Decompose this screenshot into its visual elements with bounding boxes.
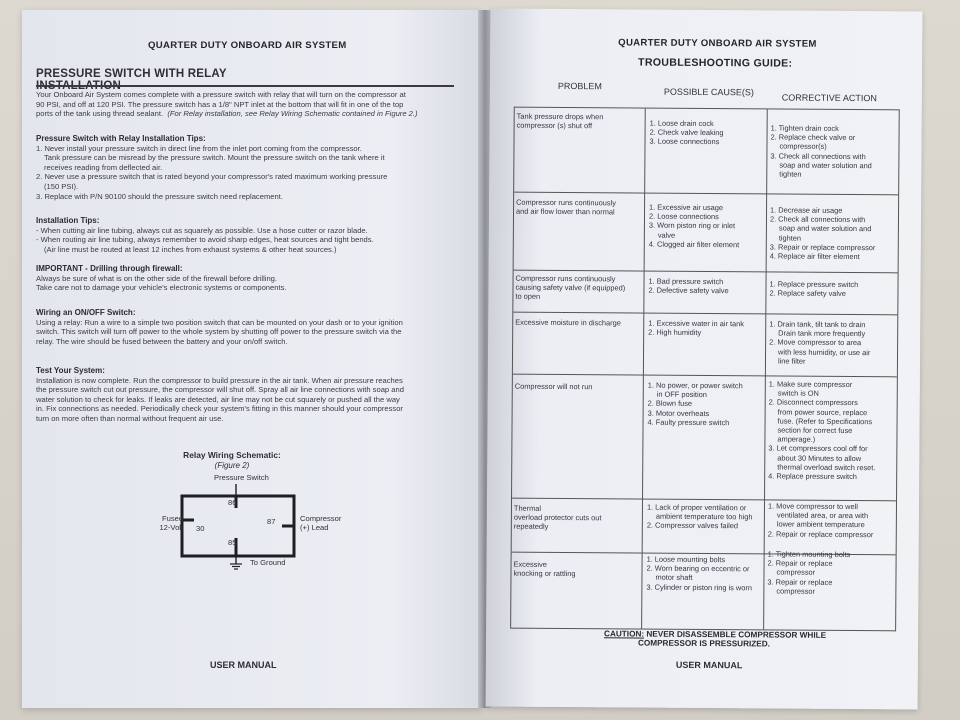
cell-line: Compressor will not run [514, 381, 593, 392]
row7-actions [767, 549, 850, 596]
test-line: in. Fix connections as needed. Periodically check your system's fitting in this manner should your compressor [36, 404, 403, 414]
intro-line: ports of the tank using thread sealant. [36, 109, 164, 119]
caution-line: COMPRESSOR IS PRESSURIZED. [637, 638, 770, 649]
row3-problem [515, 274, 625, 302]
cell-line: 2. Defective safety valve [648, 285, 729, 296]
install-line: - When routing air line tubing, always remember to avoid sharp edges, heat sources and tight bends. [36, 235, 374, 245]
cell-line: 1. Lack of proper ventilation or [646, 502, 747, 513]
cell-line: 3. Check all connections with [770, 151, 866, 161]
cell-line: 1. Excessive air usage [649, 202, 724, 213]
install-line: - When cutting air line tubing, always cut as squarely as possible. Use a hose cutter or razor blade. [36, 225, 368, 235]
cell-line: 3. Repair or replace compressor [769, 242, 876, 253]
cell-line: 3. Cylinder or piston ring is worn [646, 582, 753, 592]
cell-line: with less humidity, or use air [778, 347, 871, 357]
caution-label: CAUTION: [604, 629, 645, 639]
right-page-header: QUARTER DUTY ONBOARD AIR SYSTEM [618, 37, 817, 50]
tips-heading: Pressure Switch with Relay Installation Tips: [36, 134, 206, 143]
cell-line: 2. Worn bearing on eccentric or [646, 563, 750, 574]
important-heading: IMPORTANT - Drilling through firewall: [36, 264, 183, 273]
cell-line: Tank pressure drops when [516, 111, 604, 122]
cell-line: 3. Loose connections [649, 137, 720, 147]
fused-line: Fused [162, 514, 184, 523]
cell-line: line filter [777, 356, 806, 366]
wiring-heading: Wiring an ON/OFF Switch: [36, 308, 136, 317]
test-system-section [36, 366, 456, 424]
pressure-switch-tips [36, 134, 456, 201]
wiring-line: relay. The wire should be fused between the battery and your on/off switch. [36, 336, 288, 346]
cell-line: 1. Loose drain cock [649, 118, 714, 129]
cell-line: soap and water solution and [779, 160, 872, 170]
cell-line: valve [657, 230, 676, 240]
cell-line: 2. Loose connections [648, 211, 719, 222]
cell-line: 1. Decrease air usage [770, 205, 843, 215]
test-heading: Test Your System: [36, 366, 105, 375]
cell-line: 2. Compressor valves failed [646, 521, 739, 531]
cell-line: compressor (s) shut off [516, 120, 593, 131]
cell-line: 1. Tighten mounting bolts [767, 549, 851, 560]
cell-line: 2. Replace safety valve [769, 288, 846, 299]
cell-line: ventilated area, or area with [776, 510, 869, 521]
pin87-label: 87 [267, 517, 276, 526]
pin86-label: 86 [228, 498, 237, 507]
cell-line: repeatedly [513, 522, 549, 532]
left-page-header: QUARTER DUTY ONBOARD AIR SYSTEM [148, 40, 347, 51]
cell-line: 2. Replace check valve or [770, 132, 856, 143]
col-divider [641, 109, 646, 629]
schematic-subtitle: (Figure 2) [214, 461, 250, 470]
cell-line: tighten [779, 169, 802, 179]
cell-line: overload protector cuts out [513, 512, 602, 523]
row-divider [512, 498, 896, 502]
cell-line: amperage.) [777, 434, 816, 444]
test-line: water solution to check for leaks. If leaks are detected, air line may not be cut squarely or pushed all the way [36, 394, 400, 404]
cell-line: compressor(s) [779, 141, 827, 152]
cell-line: Excessive moisture in discharge [515, 317, 621, 328]
cell-line: 2. Repair or replace compressor [767, 529, 874, 539]
col-header-problem: PROBLEM [557, 80, 602, 92]
cell-line: 3. Motor overheats [647, 408, 710, 418]
test-line: turn on more often than normal without frequent air use. [36, 413, 224, 423]
pressure-switch-label: Pressure Switch [214, 473, 269, 482]
row5-problem [515, 382, 593, 392]
tip-line: receives reading from deflected air. [44, 162, 163, 172]
right-page [486, 9, 923, 710]
cell-line: 4. Clogged air filter element [648, 239, 740, 250]
cell-line: Drain tank more frequently [778, 328, 866, 339]
volt-line: 12-Volt [159, 523, 184, 532]
cell-line: 2. Repair or replace [767, 558, 833, 569]
test-line: the pressure switch cut out pressure, the compressor will shut off. Spray all air line connections with soap and [36, 385, 404, 395]
row-divider [514, 270, 898, 274]
wiring-line: switch. This switch will turn off power to the whole system by shutting off power to the pressure switch via the [36, 327, 402, 337]
row7-causes [646, 555, 752, 593]
cell-line: 4. Replace pressure switch [768, 471, 857, 482]
tip-line: 1. Never install your pressure switch in direct line from the inlet port coming from the compressor. [36, 143, 362, 153]
cell-line: Compressor runs continuously [515, 273, 616, 284]
install-line: (Air line must be routed at least 12 inches from exhaust systems & other heat sources.) [44, 244, 337, 254]
row1-actions [770, 123, 872, 179]
col-header-causes: POSSIBLE CAUSE(S) [663, 86, 754, 98]
row6-causes [647, 503, 753, 531]
row1-causes [649, 119, 723, 147]
wiring-switch-section [36, 308, 456, 346]
cell-line: 4. Faulty pressure switch [647, 417, 730, 427]
firewall-warning [36, 264, 456, 293]
cell-line: 1. Loose mounting bolts [646, 554, 726, 565]
cell-line: ambient temperature too high [655, 511, 753, 522]
cell-line: 4. Replace air filter element [769, 251, 860, 262]
cell-line: causing safety valve (if equipped) [515, 282, 626, 293]
cell-line: Compressor runs continuously [516, 197, 616, 208]
title-rule [36, 85, 454, 87]
cell-line: motor shaft [655, 573, 693, 583]
cell-line: switch is ON [777, 388, 819, 399]
cell-line: 3. Repair or replace [767, 577, 833, 587]
cell-line: 1. Make sure compressor [768, 379, 853, 390]
cell-line: fuse. (Refer to Specifications [777, 416, 873, 426]
cell-line: 2. Check all connections with [769, 214, 866, 225]
row7-problem [513, 560, 575, 579]
row3-causes [648, 277, 728, 296]
cell-line: compressor [776, 586, 816, 596]
cell-line: knocking or rattling [513, 568, 576, 579]
cell-line: 1. Move compressor to well [767, 501, 858, 512]
left-page [22, 10, 482, 708]
tip-line: (150 PSI). [44, 181, 79, 191]
row3-actions [769, 279, 858, 298]
row-divider [514, 192, 898, 196]
cell-line: about 30 Minutes to allow [777, 453, 862, 463]
installation-tips [36, 216, 456, 254]
cell-line: section for correct fuse [777, 425, 853, 436]
intro-paragraph [36, 90, 456, 119]
cell-line: 1. Bad pressure switch [648, 276, 724, 287]
relay-wiring-schematic [132, 472, 372, 582]
cell-line: 3. Let compressors cool off for [768, 443, 868, 454]
caution-note [604, 629, 826, 649]
cell-line: in OFF position [656, 389, 707, 400]
row2-causes [649, 203, 740, 250]
wiring-line: Using a relay: Run a wire to a simple two position switch that can be mounted on your dash or to your ignition [36, 317, 403, 327]
lead-line: (+) Lead [300, 523, 329, 532]
cell-line: Thermal [513, 503, 542, 513]
intro-line: Your Onboard Air System comes complete with a pressure switch with relay that will turn on the compressor at [36, 90, 406, 99]
intro-figure-note: (For Relay installation, see Relay Wiring Schematic contained in Figure 2.) [167, 109, 418, 119]
cell-line: 1. Excessive water in air tank [648, 318, 744, 329]
important-line: Always be sure of what is on the other side of the firewall before drilling. [36, 273, 278, 283]
col-header-action: CORRECTIVE ACTION [781, 92, 877, 104]
compressor-line: Compressor [300, 514, 342, 523]
row4-actions [769, 319, 871, 366]
cell-line: to open [515, 292, 541, 302]
test-line: Installation is now complete. Run the compressor to build pressure in the air tank. When air pressure reaches [36, 375, 403, 385]
caution-line: NEVER DISASSEMBLE COMPRESSOR WHILE [646, 629, 827, 640]
cell-line: 1. Replace pressure switch [769, 279, 859, 290]
row2-problem [516, 198, 616, 217]
fused-12v-label [154, 514, 183, 532]
row6-problem [514, 504, 602, 532]
tip-line: Tank pressure can be misread by the pressure switch. Mount the pressure switch on the tank where it [44, 153, 385, 163]
tip-line: 3. Replace with P/N 90100 should the pressure switch need replacement. [36, 191, 283, 201]
cell-line: from power source, replace [777, 407, 868, 417]
cell-line: 1. Tighten drain cock [770, 123, 839, 133]
troubleshooting-title: TROUBLESHOOTING GUIDE: [638, 56, 793, 70]
tip-line: 2. Never use a pressure switch that is rated beyond your compressor's rated maximum working pressure [36, 172, 388, 182]
compressor-lead-label [300, 514, 341, 532]
cell-line: 2. Check valve leaking [649, 127, 724, 138]
troubleshooting-table [510, 107, 900, 632]
cell-line: 1. No power, or power switch [647, 380, 743, 391]
cell-line: compressor [776, 567, 816, 578]
cell-line: soap and water solution and [778, 223, 872, 234]
install-heading: Installation Tips: [36, 216, 100, 225]
left-footer: USER MANUAL [210, 660, 277, 670]
intro-line: 90 PSI, and off at 120 PSI. The pressure switch has a 1/8" NPT inlet at the bottom that will fit in one of the top [36, 99, 404, 109]
cell-line: 2. Blown fuse [647, 399, 693, 409]
ground-label: To Ground [250, 558, 286, 567]
cell-line: 3. Worn piston ring or inlet [648, 221, 736, 231]
cell-line: 2. Move compressor to area [769, 337, 862, 348]
cell-line: thermal overload switch reset. [777, 462, 876, 473]
right-footer: USER MANUAL [675, 659, 743, 671]
row1-problem [517, 112, 604, 131]
section-title: PRESSURE SWITCH WITH RELAY [36, 68, 227, 80]
pin85-label: 85 [228, 538, 237, 547]
cell-line: 2. Disconnect compressors [768, 397, 858, 408]
schematic-title: Relay Wiring Schematic: [183, 450, 281, 460]
row4-causes [648, 319, 744, 338]
cell-line: Excessive [513, 559, 547, 569]
cell-line: lower ambient temperature [776, 519, 865, 530]
row-divider [513, 374, 897, 378]
important-line: Take care not to damage your vehicle's electronic systems or components. [36, 283, 287, 293]
pin30-label: 30 [196, 524, 205, 533]
cell-line: 1. Drain tank, tilt tank to drain [769, 319, 866, 330]
row5-actions [768, 379, 876, 481]
cell-line: and air flow lower than normal [515, 206, 615, 217]
row4-problem [515, 318, 621, 328]
cell-line: tighten [778, 233, 802, 243]
row6-actions [768, 501, 874, 539]
cell-line: 2. High humidity [648, 327, 702, 338]
row5-causes [648, 381, 743, 428]
row2-actions [770, 205, 876, 261]
row-divider [513, 312, 897, 316]
